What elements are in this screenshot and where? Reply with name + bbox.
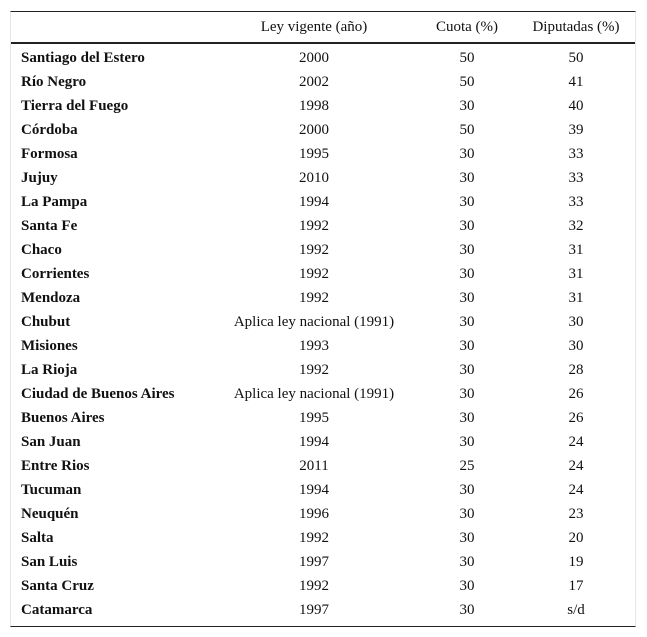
quota-cell: 30 (459, 97, 475, 114)
province-cell: Córdoba (21, 121, 78, 138)
province-cell: Jujuy (21, 169, 58, 186)
table-header (11, 12, 635, 43)
deputies-cell: 31 (568, 265, 584, 282)
quota-cell: 50 (459, 121, 475, 138)
table-row (11, 382, 635, 406)
law-year-cell: 1992 (299, 361, 329, 378)
law-year-cell: Aplica ley nacional (1991) (233, 385, 395, 402)
province-cell: Tierra del Fuego (21, 97, 129, 114)
table-row (11, 310, 635, 334)
table-row (11, 526, 635, 550)
deputies-cell: 28 (568, 361, 584, 378)
province-cell: Buenos Aires (21, 409, 105, 426)
law-year-cell: 1996 (299, 505, 329, 522)
header-row (11, 12, 635, 43)
province-cell: Santa Cruz (21, 577, 94, 594)
quota-cell: 30 (459, 169, 475, 186)
province-cell: Salta (21, 529, 54, 546)
table-row (11, 190, 635, 214)
law-year-cell: 2000 (299, 121, 329, 138)
quota-cell: 50 (459, 73, 475, 90)
law-year-cell: 1995 (299, 409, 329, 426)
law-year-cell: 1994 (299, 433, 329, 450)
deputies-cell: 39 (568, 121, 584, 138)
quota-cell: 30 (459, 409, 475, 426)
law-year-cell: 2002 (299, 73, 329, 90)
quota-cell: 30 (459, 337, 475, 354)
law-year-cell: 1995 (299, 145, 329, 162)
table-row (11, 43, 635, 70)
header-province (11, 12, 211, 43)
law-year-cell: 1997 (299, 553, 329, 570)
deputies-cell: 40 (568, 97, 584, 114)
law-year-cell: 1992 (299, 577, 329, 594)
quota-cell: 30 (459, 505, 475, 522)
law-year-cell: 1994 (299, 193, 329, 210)
law-year-cell: 1992 (299, 217, 329, 234)
province-cell: Santa Fe (21, 217, 78, 234)
quota-cell: 30 (459, 313, 475, 330)
quota-cell: 30 (459, 217, 475, 234)
deputies-cell: 20 (568, 529, 584, 546)
province-cell: Corrientes (21, 265, 90, 282)
table-row (11, 286, 635, 310)
province-cell: Neuquén (21, 505, 79, 522)
deputies-cell: 19 (568, 553, 584, 570)
province-cell: Tucuman (21, 481, 82, 498)
quota-cell: 30 (459, 361, 475, 378)
table-row (11, 142, 635, 166)
quota-cell: 30 (459, 241, 475, 258)
table-row (11, 574, 635, 598)
deputies-cell: 31 (568, 289, 584, 306)
province-cell: San Juan (21, 433, 81, 450)
province-cell: Chubut (21, 313, 71, 330)
table-row (11, 550, 635, 574)
province-cell: La Rioja (21, 361, 78, 378)
header-deputies: Diputadas (%) (517, 12, 635, 43)
deputies-cell: 31 (568, 241, 584, 258)
quota-cell: 30 (459, 577, 475, 594)
table-body (11, 43, 635, 622)
law-year-cell: 1993 (299, 337, 329, 354)
table-row (11, 598, 635, 622)
quota-cell: 30 (459, 265, 475, 282)
quota-cell: 50 (459, 49, 475, 66)
province-cell: Ciudad de Buenos Aires (21, 385, 175, 402)
quota-cell: 30 (459, 601, 475, 618)
quota-cell: 30 (459, 529, 475, 546)
province-cell: La Pampa (21, 193, 88, 210)
province-cell: Mendoza (21, 289, 81, 306)
table-row (11, 238, 635, 262)
province-cell: Formosa (21, 145, 78, 162)
quota-cell: 30 (459, 553, 475, 570)
province-cell: Santiago del Estero (21, 49, 145, 66)
table-row (11, 334, 635, 358)
header-law-year: Ley vigente (año) (211, 12, 417, 43)
deputies-cell: 50 (568, 49, 584, 66)
province-cell: Río Negro (21, 73, 87, 90)
table-row (11, 358, 635, 382)
deputies-cell: 33 (568, 169, 584, 186)
deputies-cell: 33 (568, 145, 584, 162)
table-row (11, 70, 635, 94)
table-row (11, 94, 635, 118)
quota-cell: 30 (459, 481, 475, 498)
province-cell: Catamarca (21, 601, 93, 618)
deputies-cell: 24 (568, 433, 584, 450)
law-year-cell: 1992 (299, 289, 329, 306)
quota-table (11, 12, 635, 622)
law-year-cell: 1992 (299, 265, 329, 282)
table-row (11, 214, 635, 238)
quota-cell: 30 (459, 193, 475, 210)
deputies-cell: s/d (567, 601, 585, 618)
table-row (11, 430, 635, 454)
quota-cell: 30 (459, 385, 475, 402)
law-year-cell: Aplica ley nacional (1991) (233, 313, 395, 330)
deputies-cell: 17 (568, 577, 584, 594)
deputies-cell: 24 (568, 481, 584, 498)
deputies-cell: 26 (568, 409, 584, 426)
law-year-cell: 2000 (299, 49, 329, 66)
quota-table-container (10, 11, 636, 627)
law-year-cell: 1998 (299, 97, 329, 114)
province-cell: Misiones (21, 337, 78, 354)
law-year-cell: 2010 (299, 169, 329, 186)
deputies-cell: 32 (568, 217, 584, 234)
deputies-cell: 30 (568, 337, 584, 354)
table-row (11, 406, 635, 430)
law-year-cell: 1992 (299, 241, 329, 258)
table-row (11, 502, 635, 526)
province-cell: Chaco (21, 241, 62, 258)
table-row (11, 262, 635, 286)
table-row (11, 166, 635, 190)
deputies-cell: 30 (568, 313, 584, 330)
deputies-cell: 26 (568, 385, 584, 402)
deputies-cell: 41 (568, 73, 584, 90)
quota-cell: 30 (459, 433, 475, 450)
law-year-cell: 1997 (299, 601, 329, 618)
header-quota: Cuota (%) (417, 12, 517, 43)
table-row (11, 118, 635, 142)
deputies-cell: 23 (568, 505, 584, 522)
quota-cell: 30 (459, 289, 475, 306)
quota-cell: 30 (459, 145, 475, 162)
deputies-cell: 33 (568, 193, 584, 210)
law-year-cell: 1992 (299, 529, 329, 546)
law-year-cell: 1994 (299, 481, 329, 498)
province-cell: Entre Rios (21, 457, 90, 474)
law-year-cell: 2011 (299, 457, 329, 474)
province-cell: San Luis (21, 553, 78, 570)
deputies-cell: 24 (568, 457, 584, 474)
table-row (11, 478, 635, 502)
table-row (11, 454, 635, 478)
quota-cell: 25 (459, 457, 475, 474)
